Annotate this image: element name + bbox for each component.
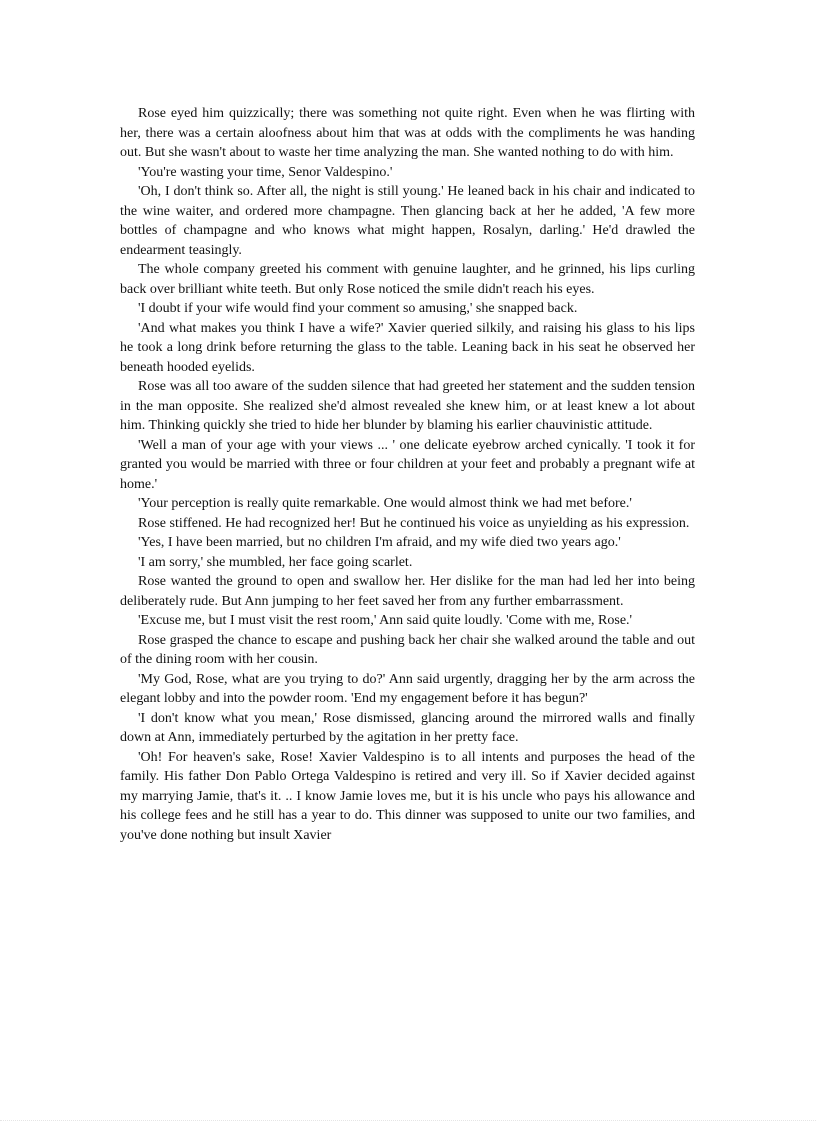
paragraph-11: 'Yes, I have been married, but no children I'm afraid, and my wife died two years ago.': [138, 535, 621, 550]
paragraph-8: 'Well a man of your age with your views ... ' one delicate eyebrow arched cynically. 'I took it for granted you would be married with three or four children at your feet and probably a pregnant wife at home.': [120, 437, 695, 492]
paragraph-13: Rose wanted the ground to open and swallow her. Her dislike for the man had led her into being deliberately rude. But Ann jumping to her feet saved her from any further embarrassment.: [120, 574, 695, 609]
paragraph-17: 'I don't know what you mean,' Rose dismissed, glancing around the mirrored walls and finally down at Ann, immediately perturbed by the agitation in her pretty face.: [120, 710, 695, 745]
paragraph-18: 'Oh! For heaven's sake, Rose! Xavier Valdespino is to all intents and purposes the head of the family. His father Don Pablo Ortega Valdespino is retired and very ill. So if Xavier decided against my marrying Jamie, that's it. .. I know Jamie loves me, but it is his uncle who pays his allowance and his college fees and he still has a year to do. This dinner was supposed to unite our two families, and you've done nothing but insult Xavier: [120, 749, 695, 843]
paragraph-16: 'My God, Rose, what are you trying to do?' Ann said urgently, dragging her by the arm across the elegant lobby and into the powder room. 'End my engagement before it has begun?': [120, 671, 695, 706]
paragraph-12: 'I am sorry,' she mumbled, her face going scarlet.: [138, 554, 413, 570]
paragraph-1: Rose eyed him quizzically; there was something not quite right. Even when he was flirting with her, there was a certain aloofness about him that was at odds with the compliments he was handing out. But she wasn't about to waste her time analyzing the man. She wanted nothing to do with him.: [120, 106, 695, 160]
paragraph-3: 'Oh, I don't think so. After all, the night is still young.' He leaned back in his chair and indicated to the wine waiter, and ordered more champagne. Then glancing back at her he added, 'A few more bottles of champagne and who knows what might happen, Rosalyn, darling.' He'd drawled the endearment teasingly.: [120, 184, 695, 258]
document-page: [120, 104, 695, 845]
paragraph-5: 'I doubt if your wife would find your comment so amusing,' she snapped back.: [138, 301, 578, 316]
paragraph-14: 'Excuse me, but I must visit the rest room,' Ann said quite loudly. 'Come with me, Rose.': [138, 613, 633, 628]
paragraph-4: The whole company greeted his comment with genuine laughter, and he grinned, his lips curling back over brilliant white teeth. But only Rose noticed the smile didn't reach his eyes.: [120, 262, 695, 297]
paragraph-7: Rose was all too aware of the sudden silence that had greeted her statement and the sudden tension in the man opposite. She realized she'd almost revealed she knew him, or at least knew a lot about him. Thinking quickly she tried to hide her blunder by blaming his earlier chauvinistic attitude.: [120, 379, 695, 433]
paragraph-9: 'Your perception is really quite remarkable. One would almost think we had met before.': [138, 496, 632, 511]
paragraph-2: 'You're wasting your time, Senor Valdespino.': [138, 164, 393, 180]
paragraph-15: Rose grasped the chance to escape and pushing back her chair she walked around the table and out of the dining room with her cousin.: [120, 632, 695, 667]
paragraph-10: Rose stiffened. He had recognized her! But he continued his voice as unyielding as his expression.: [138, 515, 690, 531]
paragraph-6: 'And what makes you think I have a wife?' Xavier queried silkily, and raising his glass to his lips he took a long drink before returning the glass to the table. Leaning back in his seat he observed her beneath hooded eyelids.: [120, 320, 695, 375]
page-bottom-border: [0, 1120, 816, 1121]
